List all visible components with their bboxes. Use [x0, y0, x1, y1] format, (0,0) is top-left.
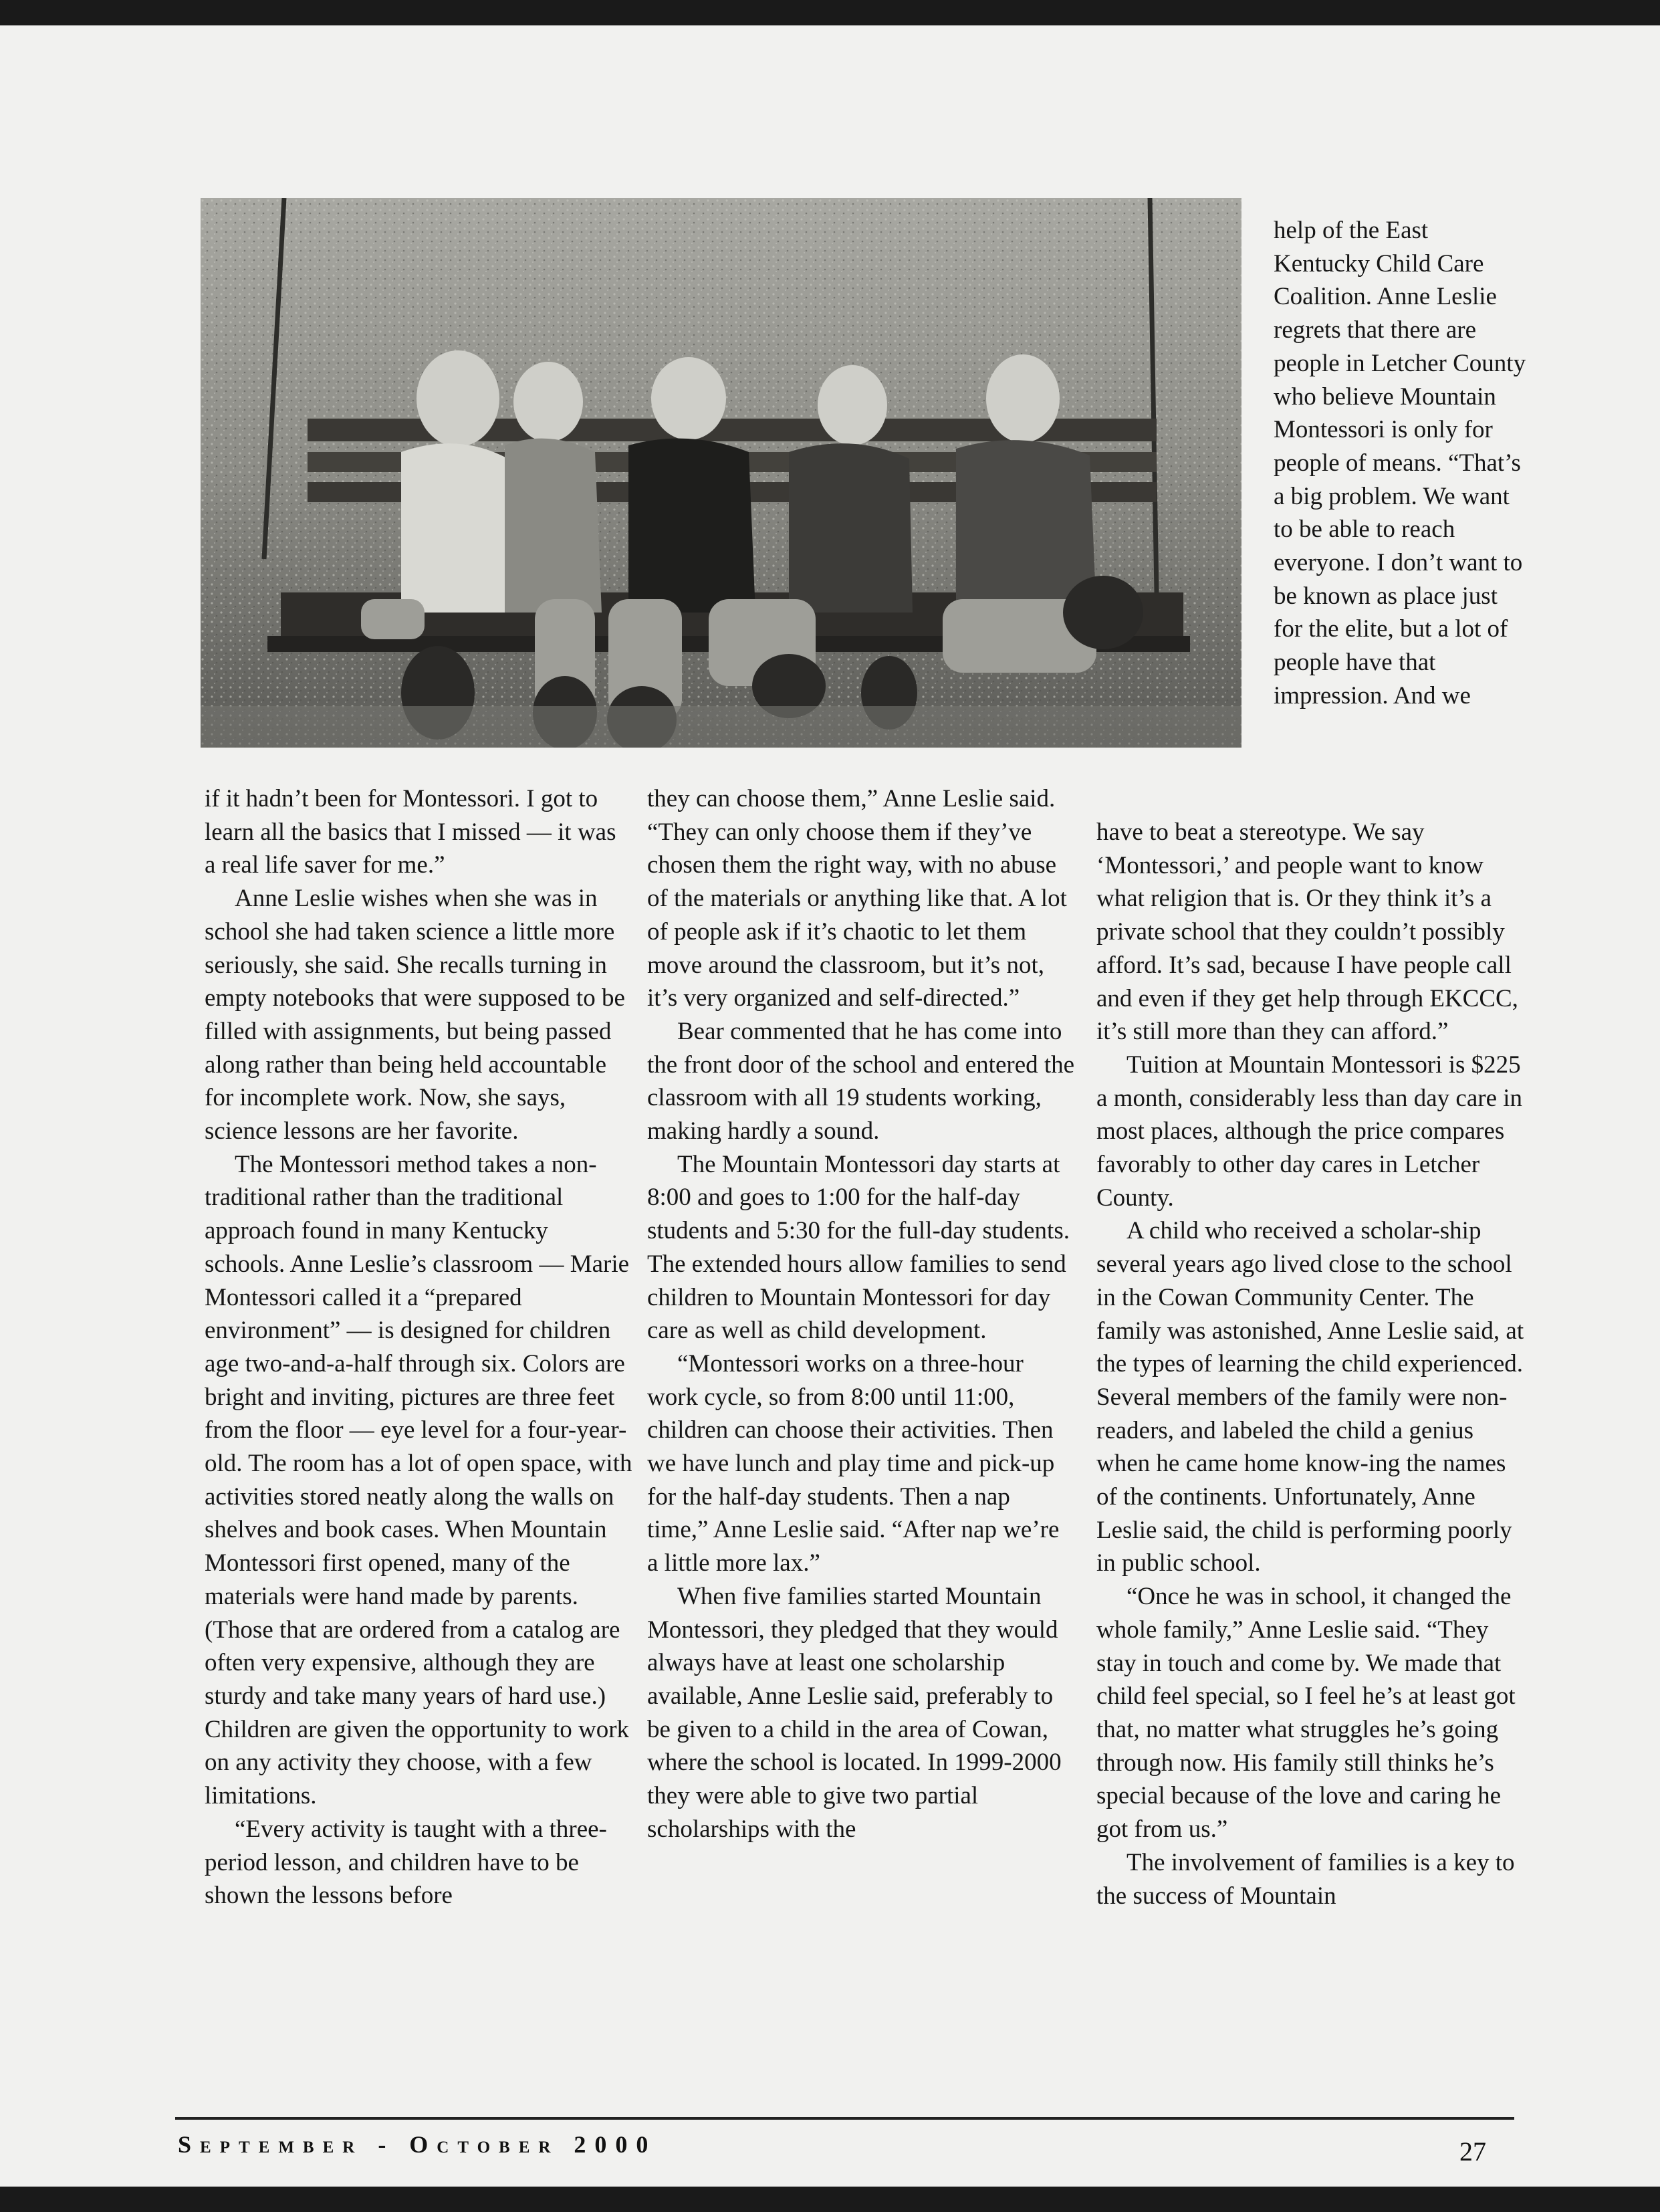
magazine-page	[0, 25, 1660, 2187]
paragraph: The involvement of families is a key to the success of Mountain	[1096, 1848, 1515, 1910]
page-number: 27	[1459, 2136, 1486, 2167]
column-3	[1096, 816, 1524, 1912]
column-2	[647, 782, 1075, 1846]
paragraph: they can choose them,” Anne Leslie said. “They can only choose them if they’ve chosen them the right way, with no abuse of the materials or anything like that. A lot of people ask if it’s chaotic to let them move around the classroom, but it’s not, it’s very organized and self-directed.”	[647, 785, 1067, 1012]
footer-rule	[175, 2117, 1514, 2120]
paragraph: if it hadn’t been for Montessori. I got to learn all the basics that I missed — it was a real life saver for me.”	[205, 785, 616, 879]
paragraph: A child who received a scholar-ship several years ago lived close to the school in the Cowan Community Center. The family was astonished, Anne Leslie said, at the types of learning the child experienced. Several members of the family were non-readers, and labeled the child a genius when he came home know-ing the names of the continents. Unfortunately, Anne Leslie said, the child is performing poorly in public school.	[1096, 1217, 1524, 1577]
paragraph: When five families started Mountain Montessori, they pledged that they would always have at least one scholarship available, Anne Leslie said, preferably to be given to a child in the area of Cowan, where the school is located. In 1999-2000 they were able to give two partial scholarships with the	[647, 1582, 1062, 1843]
footer-issue-date: September - October 2000	[178, 2131, 657, 2158]
paragraph: have to beat a stereotype. We say ‘Montessori,’ and people want to know what religion that is. Or they think it’s a private school that they couldn’t possibly afford. It’s sad, because I have people call and even if they get help through EKCCC, it’s still more than they can afford.”	[1096, 818, 1518, 1046]
paragraph: help of the East Kentucky Child Care Coalition. Anne Leslie regrets that there are people in Letcher County who believe Mountain Montessori is only for people of means. “That’s a big problem. We want to be able to reach everyone. I don’t want to be known as place just for the elite, but a lot of people have that impression. And we	[1274, 217, 1526, 709]
children-on-swing-photo	[201, 198, 1241, 748]
paragraph: Tuition at Mountain Montessori is $225 a month, considerably less than day care in most places, although the price compares favorably to other day cares in Letcher County.	[1096, 1050, 1523, 1212]
paragraph: The Mountain Montessori day starts at 8:00 and goes to 1:00 for the half-day students and 5:30 for the full-day students. The extended hours allow families to send children to Mountain Montessori for day care as well as child development.	[647, 1150, 1070, 1345]
paragraph: “Once he was in school, it changed the whole family,” Anne Leslie said. “They stay in touch and come by. We made that child feel special, so I feel he’s at least got that, no matter what struggles he’s going through now. His family still thinks he’s special because of the love and caring he got from us.”	[1096, 1583, 1516, 1844]
photo-illustration	[201, 198, 1241, 748]
paragraph: The Montessori method takes a non-traditional rather than the traditional approach found in many Kentucky schools. Anne Leslie’s classroom — Marie Montessori called it a “prepared environment” — is designed for children age two-and-a-half through six. Colors are bright and inviting, pictures are three feet from the floor — eye level for a four-year-old. The room has a lot of open space, with activities stored neatly along the walls on shelves and book cases. When Mountain Montessori first opened, many of the materials were hand made by parents. (Those that are ordered from a catalog are often very expensive, although they are sturdy and take many years of hard use.) Children are given the opportunity to work on any activity they choose, with a few limitations.	[205, 1150, 632, 1810]
paragraph: “Every activity is taught with a three-period lesson, and children have to be shown the lessons before	[205, 1815, 607, 1910]
paragraph: Anne Leslie wishes when she was in school she had taken science a little more seriously, she said. She recalls turning in empty notebooks that were supposed to be filled with assignments, but being passed along rather than being held accountable for incomplete work. Now, she says, science lessons are her favorite.	[205, 885, 625, 1145]
paragraph: Bear commented that he has come into the front door of the school and entered the classroom with all 19 students working, making hardly a sound.	[647, 1017, 1075, 1145]
paragraph: “Montessori works on a three-hour work cycle, so from 8:00 until 11:00, children can choose their activities. Then we have lunch and play time and pick-up for the half-day students. Then a nap time,” Anne Leslie said. “After nap we’re a little more lax.”	[647, 1349, 1060, 1577]
column-3-top	[1274, 214, 1528, 713]
column-1	[205, 782, 632, 1912]
